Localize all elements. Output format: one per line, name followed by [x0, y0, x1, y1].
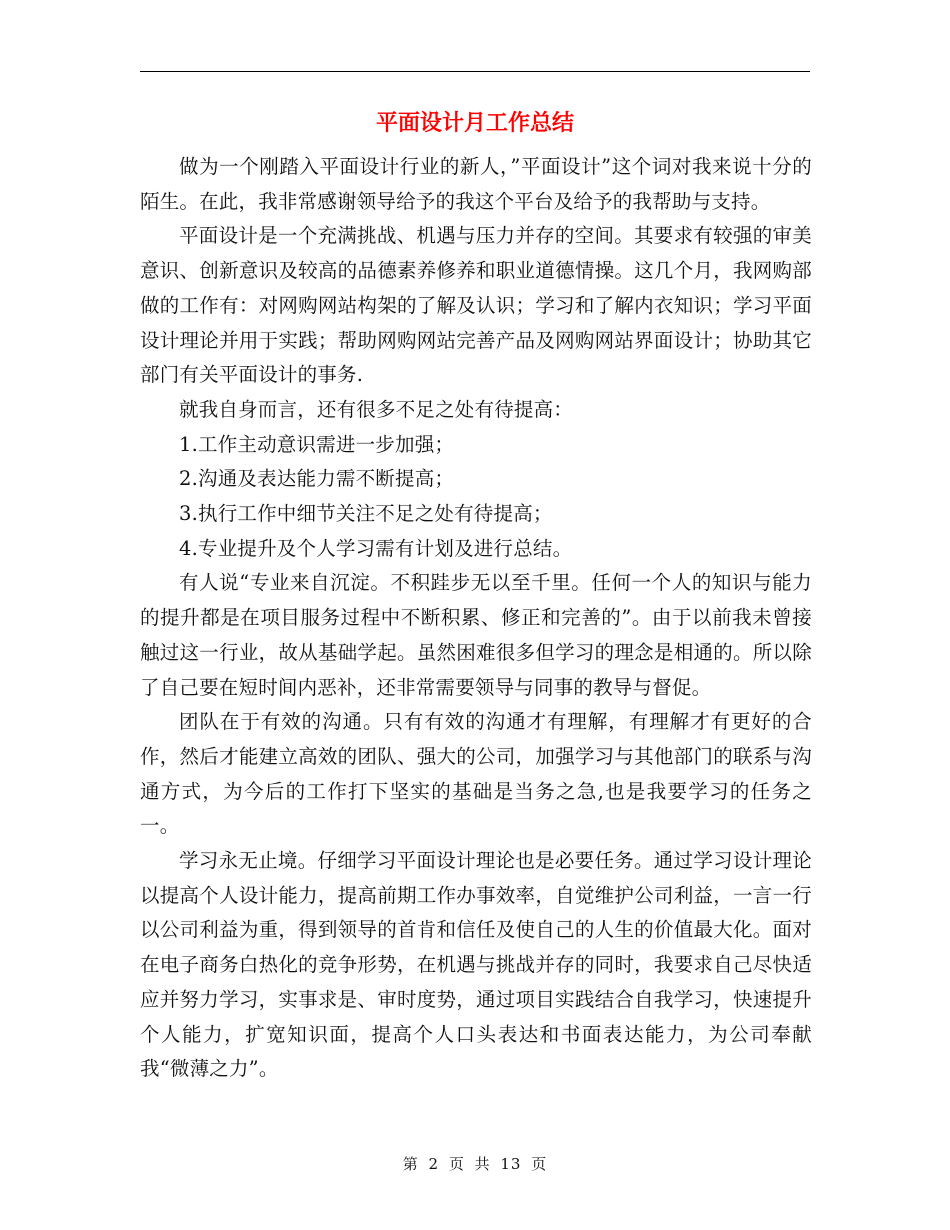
list-item-3: 3.执行工作中细节关注不足之处有待提高； [179, 502, 553, 526]
paragraph-intro: 做为一个刚踏入平面设计行业的新人，”平面设计”这个词对我来说十分的陌生。在此，我非常感谢领导给予的我这个平台及给予的我帮助与支持。 [140, 155, 812, 213]
list-item-4: 4.专业提升及个人学习需有计划及进行总结。 [179, 536, 573, 560]
paragraph-endless-learning: 学习永无止境。仔细学习平面设计理论也是必要任务。通过学习设计理论以提高个人设计能力，提高前期工作办事效率，自觉维护公司利益，一言一行以公司利益为重，得到领导的首肯和信任及使自己的人生的价值最大化。面对在电子商务白热化的竞争形势，在机遇与挑战并存的同时，我要求自己尽快适应并努力学习，实事求是、审时度势，通过项目实践结合自我学习，快速提升个人能力，扩宽知识面，提高个人口头表达和书面表达能力，为公司奉献我“微薄之力”。 [140, 849, 812, 1081]
paragraph-work-summary: 平面设计是一个充满挑战、机遇与压力并存的空间。其要求有较强的审美意识、创新意识及较高的品德素养修养和职业道德情操。这几个月，我网购部做的工作有：对网购网站构架的了解及认识；学习和了解内衣知识；学习平面设计理论并用于实践；帮助网购网站完善产品及网购网站界面设计；协助其它部门有关平面设计的事务. [140, 224, 812, 387]
paragraph-shortcomings-intro: 就我自身而言，还有很多不足之处有待提高： [179, 397, 574, 421]
list-item-2: 2.沟通及表达能力需不断提高； [179, 467, 455, 491]
document-title: 平面设计月工作总结 [375, 111, 574, 136]
page-number: 第 2 页 共 13 页 [402, 1155, 548, 1173]
header-rule [140, 71, 810, 72]
list-item-1: 1.工作主动意识需进一步加强； [179, 432, 455, 456]
paragraph-learning-quote: 有人说“专业来自沉淀。不积跬步无以至千里。任何一个人的知识与能力的提升都是在项目服务过程中不断积累、修正和完善的”。由于以前我未曾接触过这一行业，故从基础学起。虽然困难很多但学习的理念是相通的。所以除了自己要在短时间内恶补，还非常需要领导与同事的教导与督促。 [140, 571, 812, 699]
paragraph-team-communication: 团队在于有效的沟通。只有有效的沟通才有理解，有理解才有更好的合作，然后才能建立高效的团队、强大的公司，加强学习与其他部门的联系与沟通方式，为今后的工作打下坚实的基础是当务之急,也是我要学习的任务之一。 [140, 710, 812, 838]
document-body [140, 150, 812, 1087]
